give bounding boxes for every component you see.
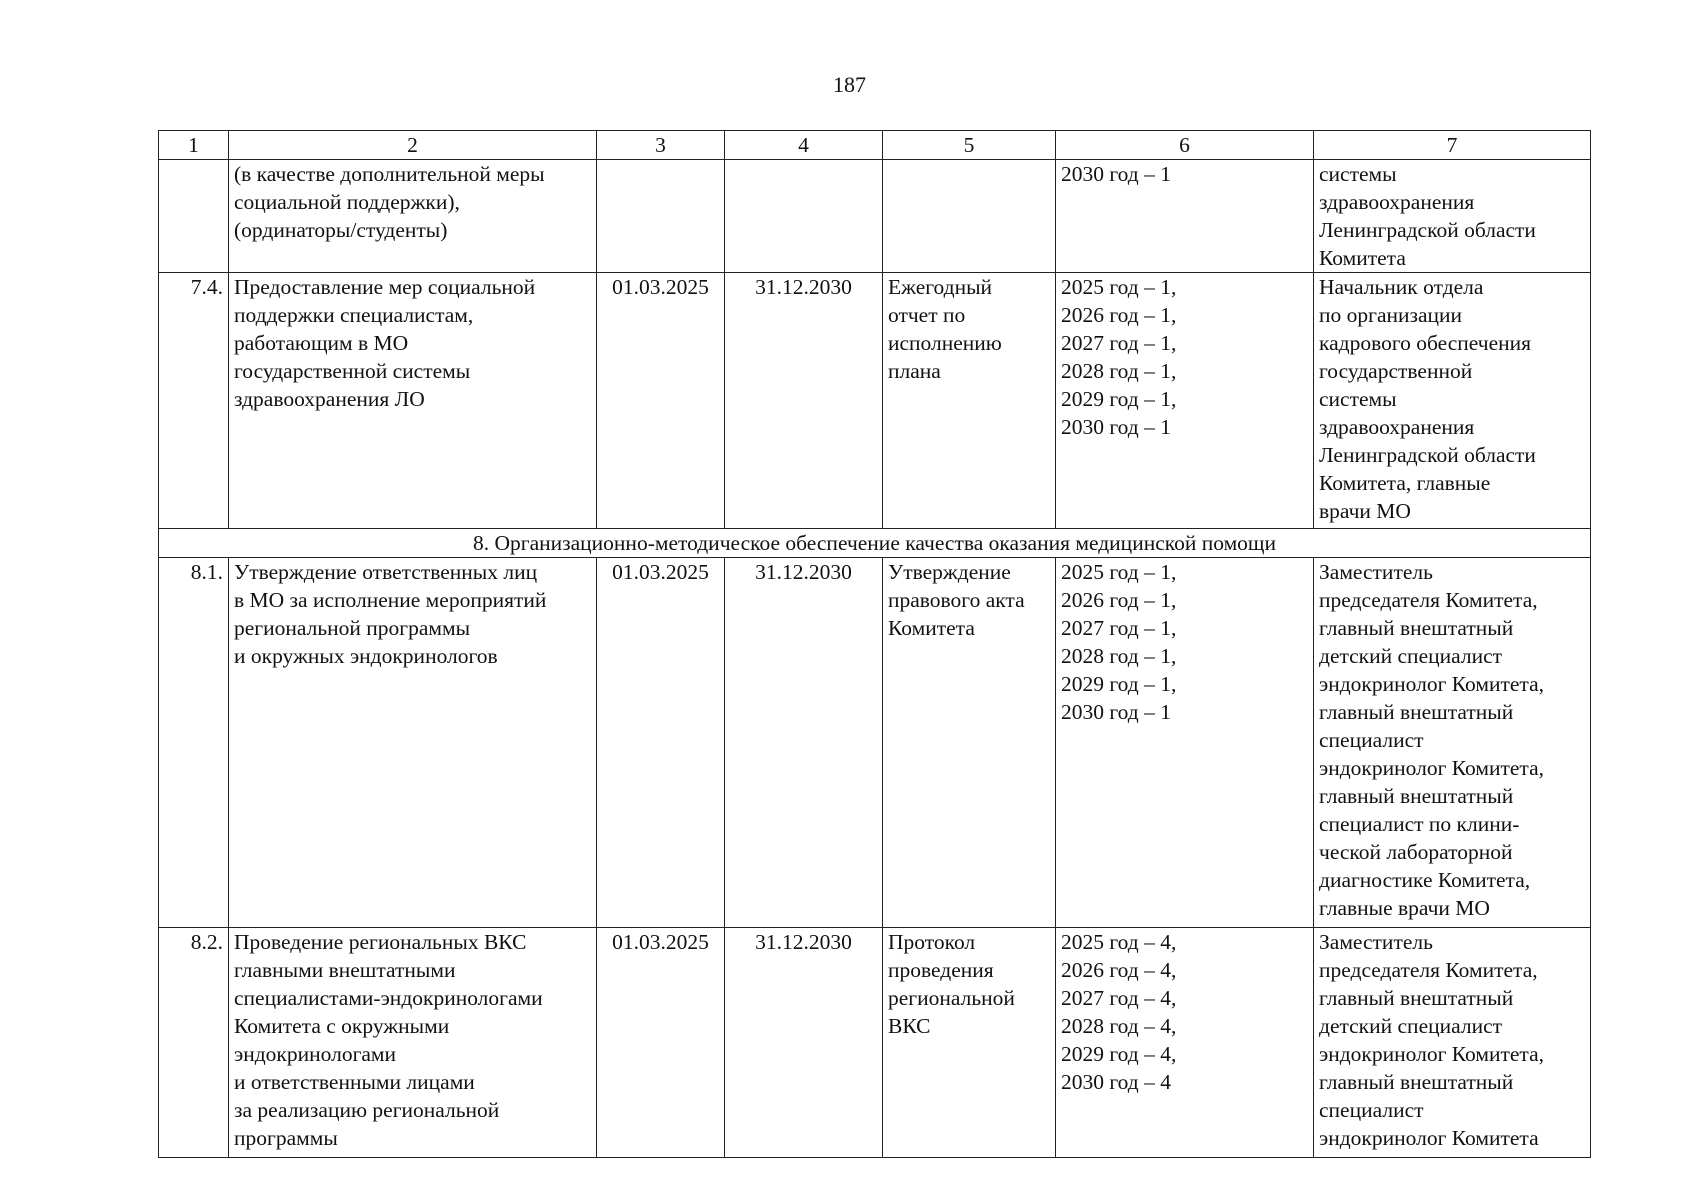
result-cell: Протокол проведения региональной ВКС xyxy=(883,928,1056,1158)
column-header: 4 xyxy=(725,131,883,160)
indicators-cell: 2030 год – 1 xyxy=(1056,160,1314,273)
end-date-cell: 31.12.2030 xyxy=(725,928,883,1158)
indicators-cell: 2025 год – 1, 2026 год – 1, 2027 год – 1, 2028 год – 1, 2029 год – 1, 2030 год – 1 xyxy=(1056,273,1314,529)
table-row xyxy=(159,160,1591,273)
column-header: 2 xyxy=(229,131,597,160)
activity-cell: (в качестве дополнительной меры социальной поддержки), (ординаторы/студенты) xyxy=(229,160,597,273)
start-date-cell: 01.03.2025 xyxy=(597,928,725,1158)
table-row xyxy=(159,558,1591,928)
item-number: 8.1. xyxy=(159,558,229,928)
item-number: 8.2. xyxy=(159,928,229,1158)
activity-cell: Утверждение ответственных лиц в МО за исполнение мероприятий региональной программы и окружных эндокринологов xyxy=(229,558,597,928)
section-title: 8. Организационно-методическое обеспечение качества оказания медицинской помощи xyxy=(159,529,1591,558)
responsible-cell: Заместитель председателя Комитета, главный внештатный детский специалист эндокринолог Комитета, главный внештатный специалист эндокринолог Комитета, главный внештатный специалист по клини- ческой лабораторной диагностике Комитета, главные врачи МО xyxy=(1314,558,1591,928)
result-cell: Утверждение правового акта Комитета xyxy=(883,558,1056,928)
indicators-cell: 2025 год – 1, 2026 год – 1, 2027 год – 1, 2028 год – 1, 2029 год – 1, 2030 год – 1 xyxy=(1056,558,1314,928)
start-date-cell xyxy=(597,160,725,273)
activity-cell: Предоставление мер социальной поддержки специалистам, работающим в МО государственной системы здравоохранения ЛО xyxy=(229,273,597,529)
indicators-cell: 2025 год – 4, 2026 год – 4, 2027 год – 4, 2028 год – 4, 2029 год – 4, 2030 год – 4 xyxy=(1056,928,1314,1158)
item-number xyxy=(159,160,229,273)
responsible-cell: Заместитель председателя Комитета, главный внештатный детский специалист эндокринолог Комитета, главный внештатный специалист эндокринолог Комитета xyxy=(1314,928,1591,1158)
activity-cell: Проведение региональных ВКС главными внештатными специалистами-эндокринологами Комитета с окружными эндокринологами и ответственными лицами за реализацию региональной программы xyxy=(229,928,597,1158)
column-header: 7 xyxy=(1314,131,1591,160)
column-header: 6 xyxy=(1056,131,1314,160)
page-number: 187 xyxy=(833,72,866,97)
end-date-cell xyxy=(725,160,883,273)
table-row xyxy=(159,928,1591,1158)
column-header: 1 xyxy=(159,131,229,160)
section-row xyxy=(159,529,1591,558)
start-date-cell: 01.03.2025 xyxy=(597,273,725,529)
item-number: 7.4. xyxy=(159,273,229,529)
column-header: 3 xyxy=(597,131,725,160)
start-date-cell: 01.03.2025 xyxy=(597,558,725,928)
result-cell xyxy=(883,160,1056,273)
end-date-cell: 31.12.2030 xyxy=(725,273,883,529)
end-date-cell: 31.12.2030 xyxy=(725,558,883,928)
responsible-cell: Начальник отдела по организации кадрового обеспечения государственной системы здравоохранения Ленинградской области Комитета, главные врачи МО xyxy=(1314,273,1591,529)
column-number-row xyxy=(159,131,1591,160)
responsible-cell: системы здравоохранения Ленинградской области Комитета xyxy=(1314,160,1591,273)
table-row xyxy=(159,273,1591,529)
result-cell: Ежегодный отчет по исполнению плана xyxy=(883,273,1056,529)
column-header: 5 xyxy=(883,131,1056,160)
plan-table xyxy=(158,130,1591,1158)
